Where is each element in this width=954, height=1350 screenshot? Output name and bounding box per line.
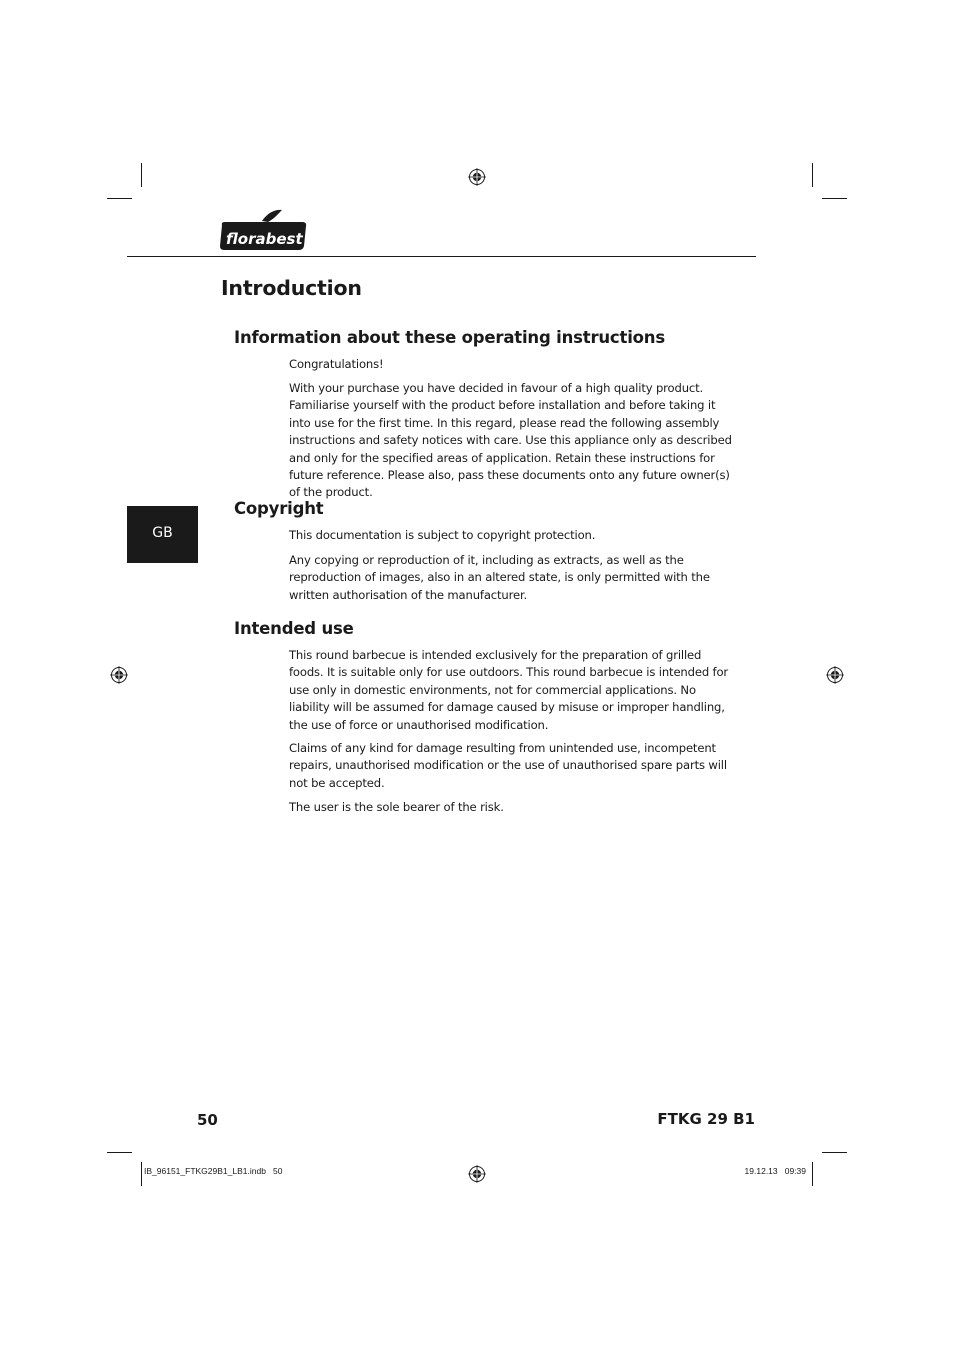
paragraph: With your purchase you have decided in favour of a high quality product. Familiarise yourself with the product before installation and before taking it into use for the first time. In this regard, please read the following assembly instructions and safety notices with care. Use this appliance only as described and only for the specified areas of application. Retain these instructions for future reference. Please also, pass these documents onto any future owner(s) of the product. bbox=[289, 381, 732, 500]
logo-text: florabest bbox=[226, 230, 303, 248]
registration-mark-icon bbox=[468, 1165, 486, 1183]
paragraph: Claims of any kind for damage resulting from unintended use, incompetent repairs, unauthorised modification or the use of unauthorised spare parts will not be accepted. bbox=[289, 741, 727, 790]
crop-mark bbox=[822, 198, 847, 199]
registration-mark-icon bbox=[110, 666, 128, 684]
crop-mark bbox=[141, 163, 142, 187]
paragraph: This documentation is subject to copyright protection. bbox=[289, 528, 596, 542]
registration-mark-icon bbox=[826, 666, 844, 684]
page-title: Introduction bbox=[221, 276, 362, 300]
crop-mark bbox=[141, 1162, 142, 1186]
crop-mark bbox=[107, 198, 132, 199]
paragraph: Any copying or reproduction of it, including as extracts, as well as the reproduction of images, also in an altered state, is only permitted with the written authorisation of the manufacturer. bbox=[289, 553, 710, 602]
section-heading-copyright: Copyright bbox=[234, 499, 324, 518]
slug-datetime: 19.12.13 09:39 bbox=[744, 1166, 806, 1176]
registration-mark-icon bbox=[468, 168, 486, 186]
paragraph: Congratulations! bbox=[289, 357, 384, 371]
slug-filename: IB_96151_FTKG29B1_LB1.indb 50 bbox=[144, 1166, 283, 1176]
florabest-logo bbox=[218, 208, 310, 252]
header-rule bbox=[127, 256, 756, 257]
crop-mark bbox=[107, 1152, 132, 1153]
crop-mark bbox=[812, 1162, 813, 1186]
section-heading-intended-use: Intended use bbox=[234, 619, 354, 638]
page-number: 50 bbox=[197, 1111, 218, 1129]
language-tab: GB bbox=[127, 506, 198, 563]
model-number: FTKG 29 B1 bbox=[657, 1110, 755, 1128]
paragraph: The user is the sole bearer of the risk. bbox=[289, 800, 504, 814]
crop-mark bbox=[822, 1152, 847, 1153]
paragraph: This round barbecue is intended exclusively for the preparation of grilled foods. It is suitable only for use outdoors. This round barbecue is intended for use only in domestic environments, not for commercial applications. No liability will be assumed for damage caused by misuse or improper handling, the use of force or unauthorised modification. bbox=[289, 648, 729, 732]
crop-mark bbox=[812, 163, 813, 187]
section-heading-info: Information about these operating instructions bbox=[234, 328, 665, 347]
